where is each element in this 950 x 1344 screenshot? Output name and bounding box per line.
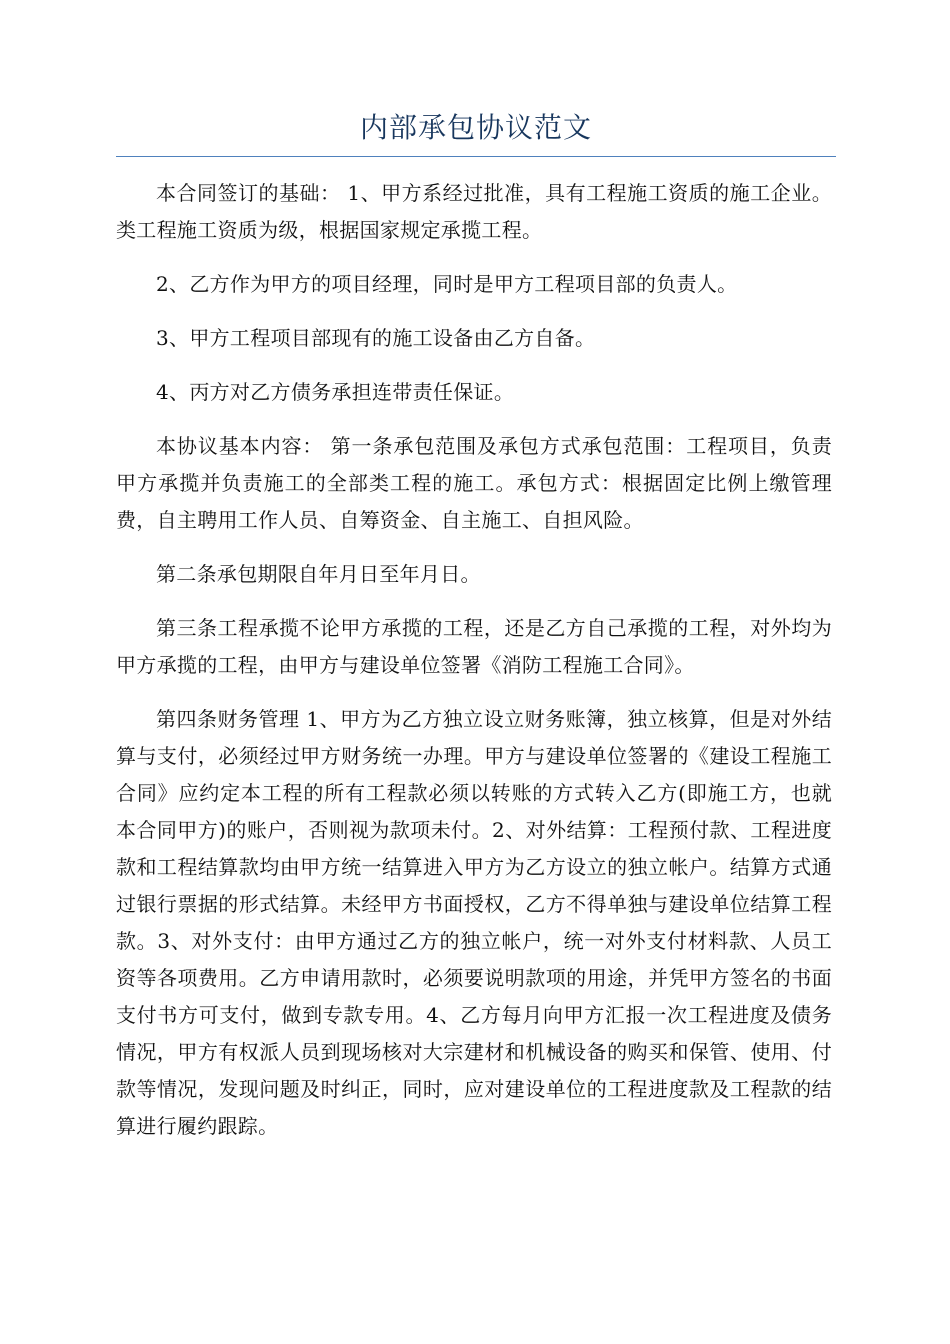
paragraph-item-3: 3、甲方工程项目部现有的施工设备由乙方自备。 [156, 326, 596, 350]
paragraph-article-2: 第二条承包期限自年月日至年月日。 [156, 562, 481, 586]
paragraph-basis: 本合同签订的基础： 1、甲方系经过批准，具有工程施工资质的施工企业。类工程施工资质为级，根据国家规定承揽工程。 [116, 181, 832, 242]
paragraph-basic-content: 本协议基本内容： 第一条承包范围及承包方式承包范围：工程项目，负责甲方承揽并负责施工的全部类工程的施工。承包方式：根据固定比例上缴管理费，自主聘用工作人员、自筹资金、自主施工、自担风险。 [116, 434, 832, 532]
document-title: 内部承包协议范文 [359, 111, 592, 144]
paragraph-item-2: 2、乙方作为甲方的项目经理，同时是甲方工程项目部的负责人。 [156, 272, 738, 296]
document-body [116, 175, 832, 1162]
paragraph-article-4: 第四条财务管理 1、甲方为乙方独立设立财务账簿，独立核算，但是对外结算与支付，必须经过甲方财务统一办理。甲方与建设单位签署的《建设工程施工合同》应约定本工程的所有工程款必须以转账的方式转入乙方(即施工方，也就本合同甲方)的账户，否则视为款项未付。2、对外结算：工程预付款、工程进度款和工程结算款均由甲方统一结算进入甲方为乙方设立的独立帐户。结算方式通过银行票据的形式结算。未经甲方书面授权，乙方不得单独与建设单位结算工程款。3、对外支付：由甲方通过乙方的独立帐户，统一对外支付材料款、人员工资等各项费用。乙方申请用款时，必须要说明款项的用途，并凭甲方签名的书面支付书方可支付，做到专款专用。4、乙方每月向甲方汇报一次工程进度及债务情况，甲方有权派人员到现场核对大宗建材和机械设备的购买和保管、使用、付款等情况，发现问题及时纠正，同时，应对建设单位的工程进度款及工程款的结算进行履约跟踪。 [116, 707, 832, 1138]
paragraph-item-4: 4、丙方对乙方债务承担连带责任保证。 [156, 380, 515, 404]
paragraph-article-3: 第三条工程承揽不论甲方承揽的工程，还是乙方自己承揽的工程，对外均为甲方承揽的工程，由甲方与建设单位签署《消防工程施工合同》。 [116, 616, 832, 677]
title-block [116, 108, 836, 157]
